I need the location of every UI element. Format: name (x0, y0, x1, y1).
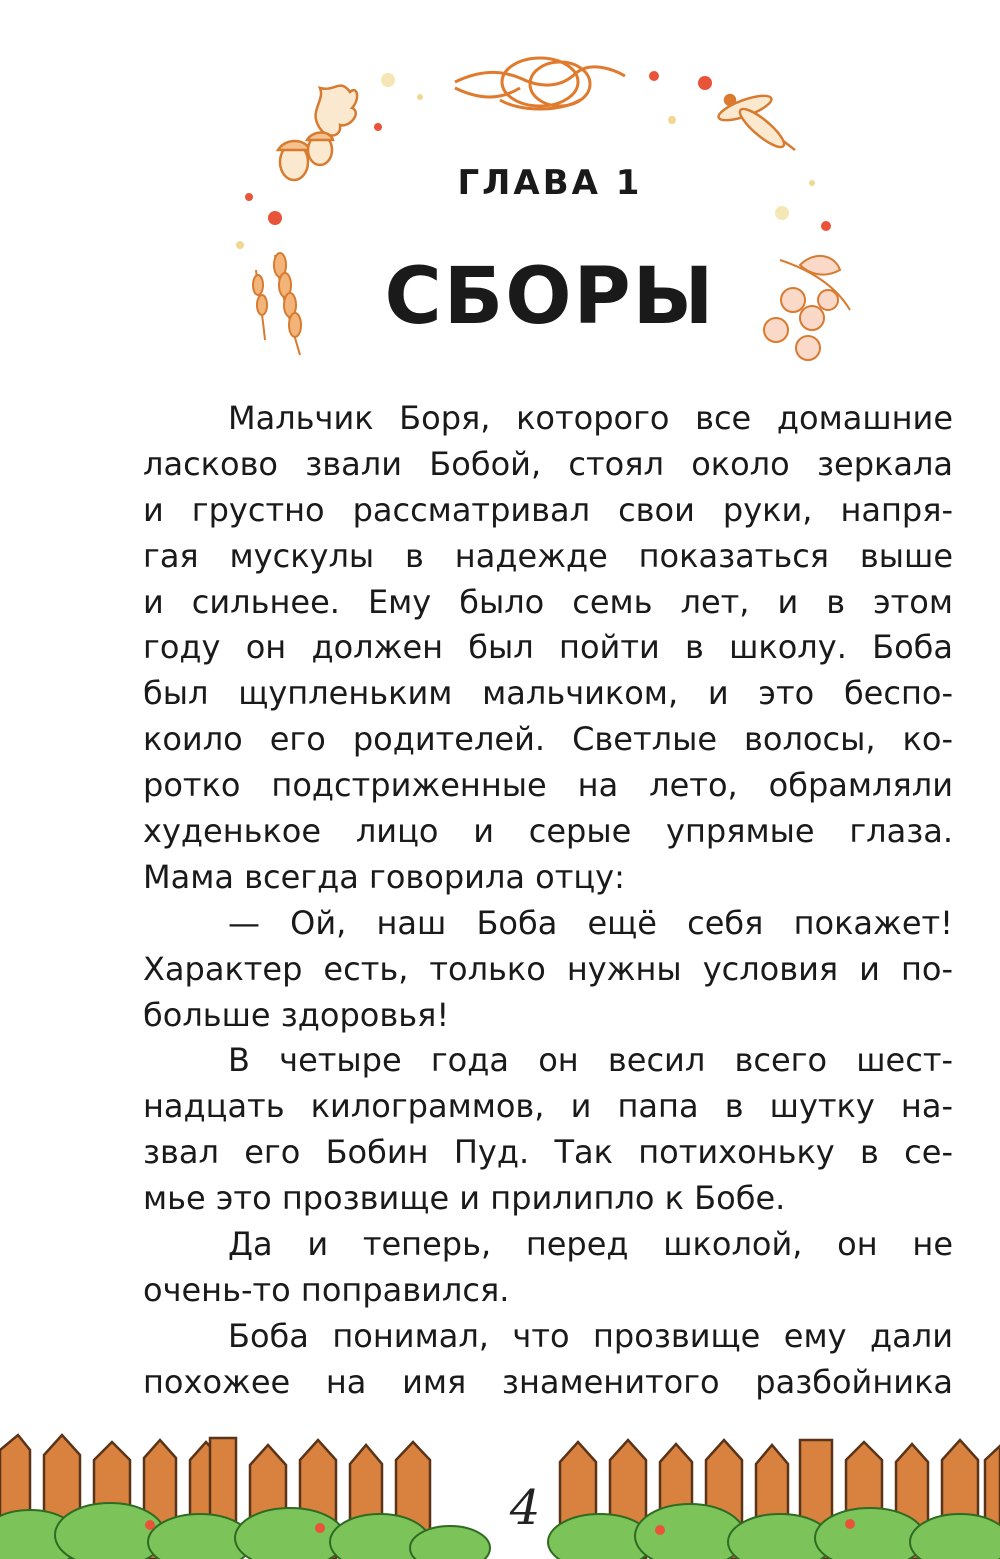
text-line: звал его Бобин Пуд. Так потихоньку в се- (143, 1133, 953, 1172)
text-line: В четыре года он весил всего шест- (228, 1041, 953, 1080)
text-line: похожее на имя знаменитого разбойника (143, 1362, 953, 1401)
text-line: надцать килограммов, и папа в шутку на- (143, 1087, 953, 1126)
body-text (143, 396, 953, 1406)
text-line: был щупленьким мальчиком, и это беспо- (143, 674, 953, 713)
text-line: худенькое лицо и серые упрямые глаза. (143, 812, 953, 851)
text-line: гая мускулы в надежде показаться выше (143, 536, 953, 575)
chapter-title: СБОРЫ (384, 252, 716, 342)
text-line: очень-то поправился. (143, 1270, 510, 1309)
text-line: Боба понимал, что прозвище ему дали (228, 1316, 953, 1355)
text-line: больше здоровья! (143, 995, 450, 1034)
text-line: ротко подстриженные на лето, обрамляли (143, 766, 953, 805)
text-line: году он должен был пойти в школу. Боба (143, 628, 953, 667)
chapter-label: ГЛАВА 1 (457, 163, 643, 203)
text-line: и грустно рассматривал свои руки, напря- (143, 490, 953, 529)
text-line: мье это прозвище и прилипло к Бобе. (143, 1179, 786, 1218)
text-line: Характер есть, только нужны условия и по- (143, 949, 953, 988)
text-line: Мальчик Боря, которого все домашние (228, 399, 953, 437)
dragonfly-icon (716, 91, 795, 152)
text-line: — Ой, наш Боба ещё себя покажет! (228, 903, 953, 942)
text-line: Мама всегда говорила отцу: (143, 857, 625, 896)
page-number: 4 (509, 1480, 541, 1536)
text-line: Да и теперь, перед школой, он не (228, 1225, 953, 1264)
text-line: ласково звали Бобой, стоял около зеркала (143, 444, 953, 483)
text-line: и сильнее. Ему было семь лет, и в этом (143, 582, 953, 621)
oak-leaf-icon (316, 86, 357, 136)
rope-knot-icon (455, 58, 625, 109)
text-line: коило его родителей. Светлые волосы, ко- (143, 720, 953, 759)
